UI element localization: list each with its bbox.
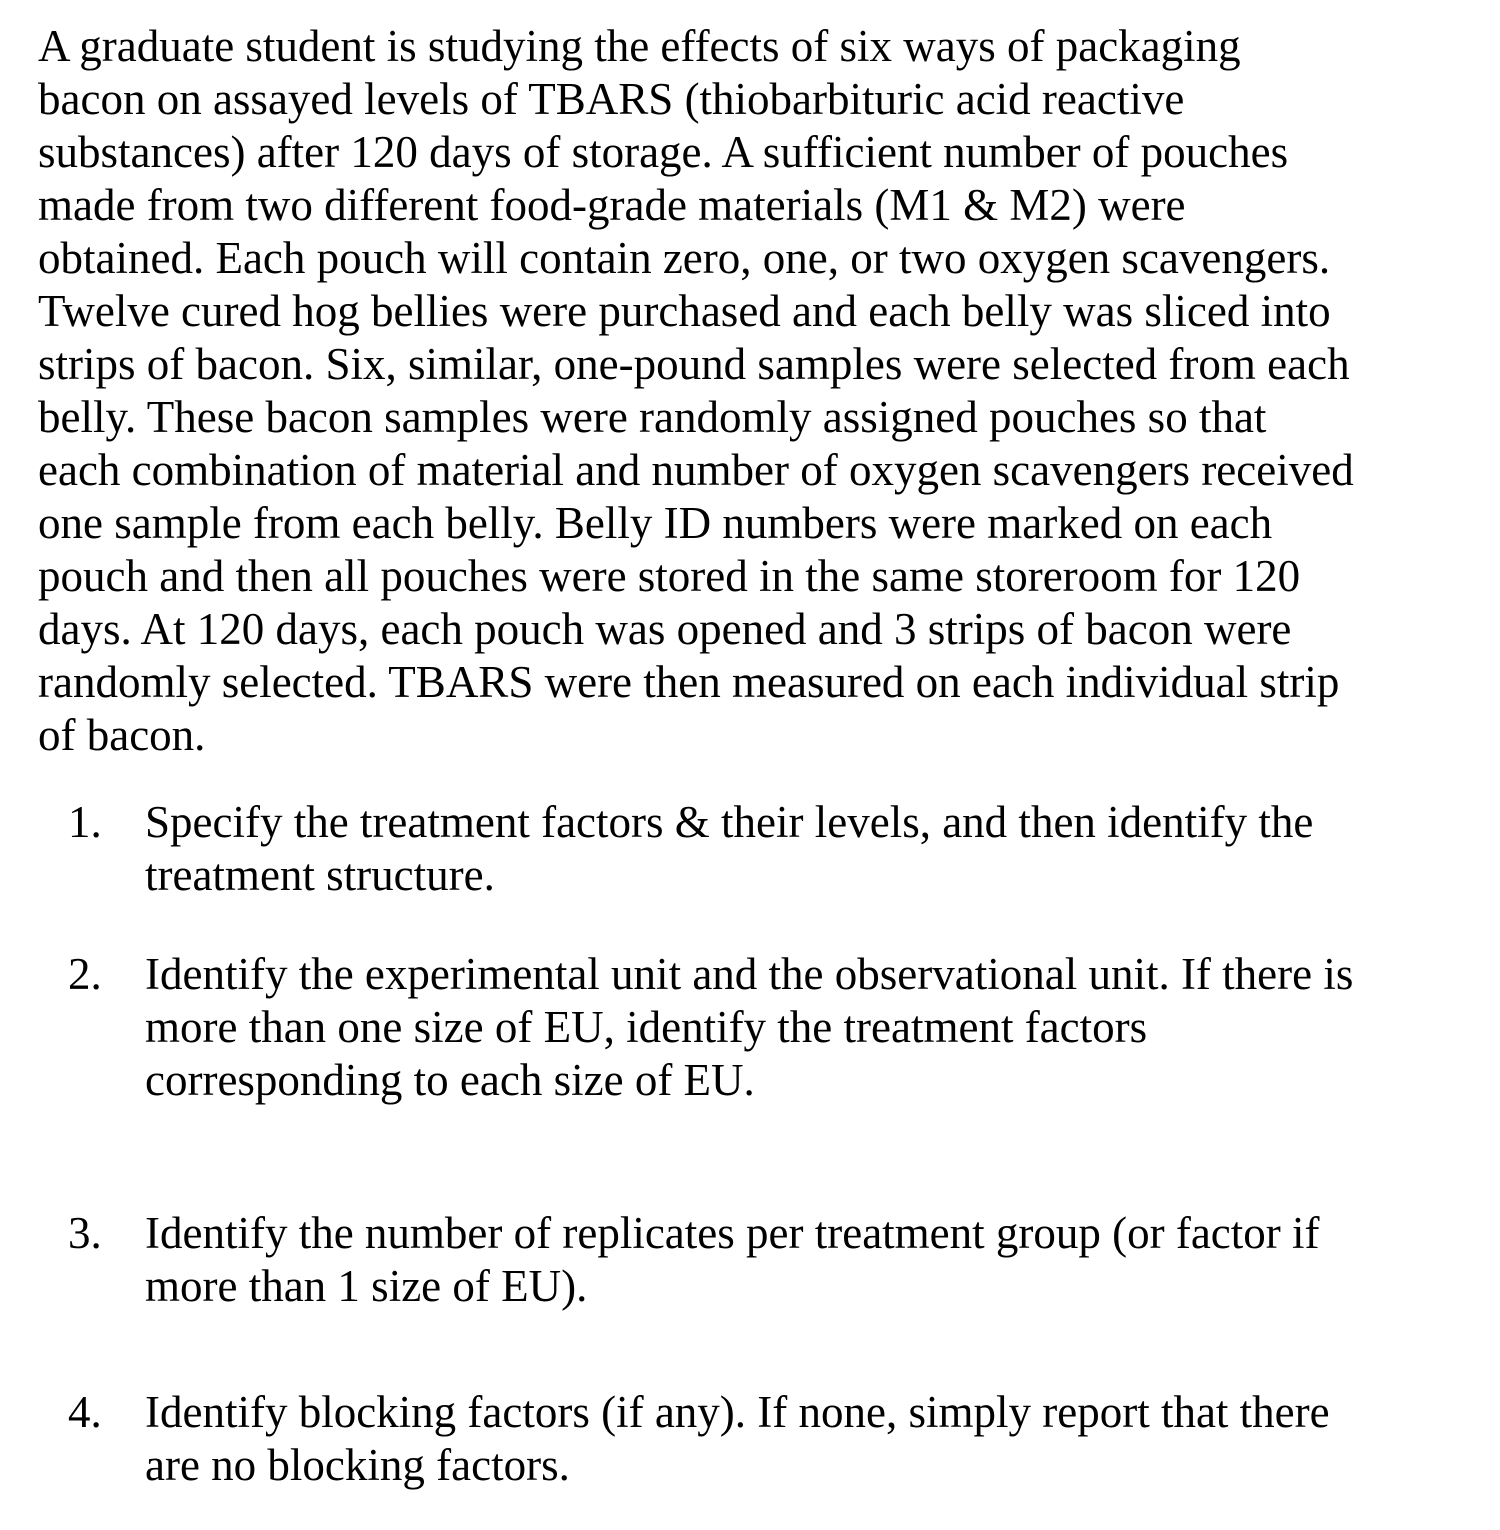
statement-line: A graduate student is studying the effects of six ways of packaging: [38, 21, 1241, 71]
question-line: Specify the treatment factors & their levels, and then identify the: [145, 797, 1314, 847]
statement-line: strips of bacon. Six, similar, one-pound samples were selected from each: [38, 339, 1350, 389]
question-number: 1.: [68, 797, 102, 847]
statement-line: belly. These bacon samples were randomly assigned pouches so that: [38, 392, 1267, 442]
question-number: 2.: [68, 949, 102, 999]
question-4: [68, 1386, 1468, 1492]
question-text: [145, 1207, 1468, 1313]
question-number: 3.: [68, 1208, 102, 1258]
statement-line: substances) after 120 days of storage. A sufficient number of pouches: [38, 127, 1289, 177]
statement-line: bacon on assayed levels of TBARS (thiobarbituric acid reactive: [38, 74, 1185, 124]
statement-line: obtained. Each pouch will contain zero, one, or two oxygen scavengers.: [38, 233, 1331, 283]
question-line: corresponding to each size of EU.: [145, 1055, 755, 1105]
question-line: Identify the number of replicates per treatment group (or factor if: [145, 1208, 1320, 1258]
question-text: [145, 1386, 1468, 1492]
question-1: [68, 796, 1468, 902]
statement-line: made from two different food-grade materials (M1 & M2) were: [38, 180, 1186, 230]
question-line: treatment structure.: [145, 850, 495, 900]
question-line: are no blocking factors.: [145, 1440, 570, 1490]
statement-line: pouch and then all pouches were stored in the same storeroom for 120: [38, 551, 1301, 601]
statement-line: Twelve cured hog bellies were purchased and each belly was sliced into: [38, 286, 1331, 336]
statement-line: one sample from each belly. Belly ID numbers were marked on each: [38, 498, 1273, 548]
statement-line: randomly selected. TBARS were then measured on each individual strip: [38, 657, 1340, 707]
statement-line: days. At 120 days, each pouch was opened and 3 strips of bacon were: [38, 604, 1292, 654]
statement-line: each combination of material and number of oxygen scavengers received: [38, 445, 1354, 495]
question-text: [145, 948, 1468, 1107]
question-text: [145, 796, 1468, 902]
statement-line: of bacon.: [38, 710, 206, 760]
question-2: [68, 948, 1468, 1107]
question-number: 4.: [68, 1387, 102, 1437]
problem-statement: [38, 20, 1458, 762]
question-3: [68, 1207, 1468, 1313]
question-line: Identify blocking factors (if any). If none, simply report that there: [145, 1387, 1330, 1437]
question-line: more than 1 size of EU).: [145, 1261, 588, 1311]
question-line: more than one size of EU, identify the treatment factors: [145, 1002, 1148, 1052]
question-line: Identify the experimental unit and the observational unit. If there is: [145, 949, 1354, 999]
